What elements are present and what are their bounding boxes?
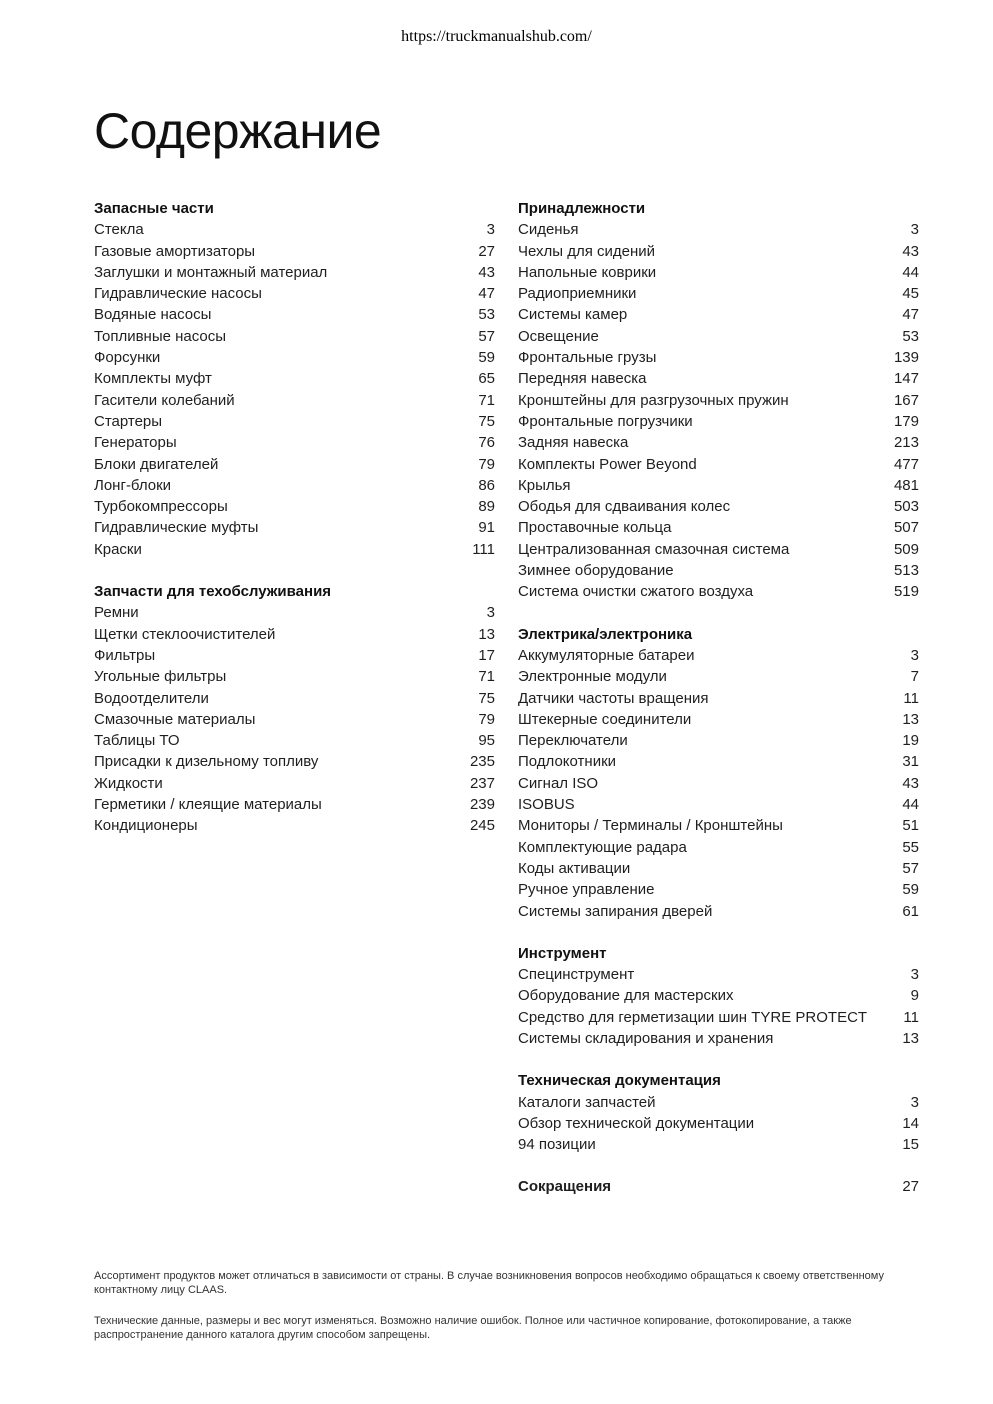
toc-entry-page: 237 (469, 774, 495, 792)
toc-entry-page: 17 (478, 646, 495, 664)
toc-entry-label: Кондиционеры (94, 817, 198, 835)
toc-entry[interactable] (518, 454, 919, 475)
toc-entry-label: Задняя навеска (518, 434, 629, 452)
toc-entry[interactable] (518, 262, 919, 283)
toc-entry-page: 3 (910, 221, 919, 239)
toc-entry-page: 507 (893, 519, 919, 537)
toc-entry-label: Фронтальные грузы (518, 349, 657, 367)
toc-entry-page: 139 (893, 349, 919, 367)
toc-entry-label: Обзор технической документации (518, 1114, 755, 1132)
toc-entry[interactable] (518, 560, 919, 581)
toc-entry[interactable] (94, 709, 495, 730)
toc-entry-label: Чехлы для сидений (518, 242, 656, 260)
toc-entry-page: 43 (478, 263, 495, 281)
toc-section-abbreviations[interactable] (518, 1176, 919, 1197)
footer-note-copyright: Технические данные, размеры и вес могут изменяться. Возможно наличие ошибок. Полное или частичное копирование, фотокопирование, а также распространение данного каталога другим способом запрещены. (94, 1315, 852, 1341)
section-title: Электрика/электроника (518, 625, 693, 643)
toc-entry-page: 59 (902, 881, 919, 899)
toc-entry-label: Системы камер (518, 306, 628, 324)
toc-entry[interactable] (94, 262, 495, 283)
toc-entry-label: Средство для герметизации шин TYRE PROTECT (518, 1008, 868, 1026)
toc-entry[interactable] (94, 454, 495, 475)
toc-entry-label: Крылья (518, 476, 571, 494)
toc-entry-page: 89 (478, 498, 495, 516)
toc-entry[interactable] (94, 241, 495, 262)
toc-entry[interactable] (518, 1007, 919, 1028)
toc-entry[interactable] (518, 1113, 919, 1134)
toc-entry-label: Ободья для сдваивания колес (518, 498, 731, 516)
toc-entry-label: Топливные насосы (94, 327, 227, 345)
toc-entry-page: 15 (902, 1136, 919, 1154)
toc-entry-label: Датчики частоты вращения (518, 689, 709, 707)
toc-entry-page: 47 (902, 306, 919, 324)
toc-entry-page: 53 (478, 306, 495, 324)
toc-entry[interactable] (94, 517, 495, 538)
toc-entry[interactable] (518, 368, 919, 389)
toc-entry-page: 235 (469, 753, 495, 771)
toc-entry[interactable] (94, 432, 495, 453)
toc-entry-label: Комплектующие радара (518, 838, 687, 856)
toc-entry-label: 94 позиции (518, 1136, 596, 1154)
toc-entry-page: 27 (902, 1178, 919, 1196)
toc-entry-page: 111 (472, 540, 495, 558)
toc-section-electrics (518, 624, 919, 922)
section-title: Техническая документация (518, 1072, 721, 1090)
toc-entry-label: Ремни (94, 604, 139, 622)
toc-entry-page: 477 (893, 455, 919, 473)
toc-entry-label: Системы складирования и хранения (518, 1029, 774, 1047)
toc-entry[interactable] (94, 645, 495, 666)
toc-entry[interactable] (518, 219, 919, 240)
toc-entry-label: Водоотделители (94, 689, 209, 707)
toc-section-spare-parts (94, 198, 495, 560)
toc-section-tools (518, 943, 919, 1049)
toc-entry-label: Проставочные кольца (518, 519, 672, 537)
toc-entry-label: Системы запирания дверей (518, 902, 713, 920)
toc-entry[interactable] (518, 666, 919, 687)
toc-entry-page: 79 (478, 455, 495, 473)
toc-entry[interactable] (518, 241, 919, 262)
toc-entry-label: Стекла (94, 221, 144, 239)
toc-entry[interactable] (518, 751, 919, 772)
toc-entry-label: Лонг-блоки (94, 476, 172, 494)
toc-entry-label: Оборудование для мастерских (518, 987, 734, 1005)
toc-entry-page: 55 (902, 838, 919, 856)
toc-entry-page: 43 (902, 242, 919, 260)
toc-entry-label: Водяные насосы (94, 306, 212, 324)
toc-entry-label: Сиденья (518, 221, 579, 239)
toc-entry-page: 13 (902, 710, 919, 728)
toc-entry[interactable] (518, 901, 919, 922)
toc-entry-page: 65 (478, 370, 495, 388)
toc-entry-label: Газовые амортизаторы (94, 242, 256, 260)
toc-entry-page: 3 (910, 1093, 919, 1111)
toc-entry-page: 57 (902, 859, 919, 877)
toc-entry-label: Герметики / клеящие материалы (94, 796, 322, 814)
toc-entry[interactable] (518, 879, 919, 900)
toc-entry[interactable] (94, 390, 495, 411)
page-title: Содержание (94, 103, 382, 159)
toc-entry-page: 213 (893, 434, 919, 452)
toc-entry[interactable] (518, 539, 919, 560)
toc-entry-page: 481 (893, 476, 919, 494)
toc-entry[interactable] (518, 709, 919, 730)
toc-entry-page: 519 (893, 583, 919, 601)
toc-entry-label: Электронные модули (518, 668, 667, 686)
toc-entry[interactable] (94, 539, 495, 560)
toc-entry[interactable] (94, 773, 495, 794)
toc-entry[interactable] (94, 815, 495, 836)
toc-entry-label: Передняя навеска (518, 370, 647, 388)
toc-entry[interactable] (94, 304, 495, 325)
toc-entry-label: Форсунки (94, 349, 161, 367)
toc-entry-page: 75 (478, 412, 495, 430)
toc-entry[interactable] (518, 581, 919, 602)
toc-entry[interactable] (94, 283, 495, 304)
toc-entry-page: 9 (910, 987, 919, 1005)
toc-entry[interactable] (518, 688, 919, 709)
toc-entry-page: 7 (910, 668, 919, 686)
toc-entry-label: Система очистки сжатого воздуха (518, 583, 754, 601)
toc-entry-page: 19 (902, 732, 919, 750)
toc-entry[interactable] (518, 837, 919, 858)
toc-entry[interactable] (94, 602, 495, 623)
section-title: Принадлежности (518, 200, 646, 217)
toc-entry[interactable] (518, 858, 919, 879)
toc-entry-label: Заглушки и монтажный материал (94, 263, 328, 281)
section-title: Запчасти для техобслуживания (94, 583, 332, 601)
toc-entry-label: Аккумуляторные батареи (518, 646, 695, 664)
toc-entry-page: 3 (910, 646, 919, 664)
toc-entry-label: Щетки стеклоочистителей (94, 625, 276, 643)
toc-entry-page: 509 (893, 540, 919, 558)
toc-entry[interactable] (518, 390, 919, 411)
toc-entry-label: Специнструмент (518, 966, 635, 984)
toc-entry-label: Фильтры (94, 646, 156, 664)
toc-entry-page: 47 (478, 285, 495, 303)
toc-entry-page: 43 (902, 774, 919, 792)
toc-entry[interactable] (94, 730, 495, 751)
toc-entry-page: 59 (478, 349, 495, 367)
toc-entry[interactable] (518, 496, 919, 517)
toc-entry[interactable] (518, 645, 919, 666)
toc-entry-label: Мониторы / Терминалы / Кронштейны (518, 817, 783, 835)
toc-entry[interactable] (518, 985, 919, 1006)
toc-entry-page: 13 (478, 625, 495, 643)
toc-entry-page: 147 (893, 370, 919, 388)
toc-entry-page: 45 (902, 285, 919, 303)
toc-entry-label: Коды активации (518, 859, 631, 877)
toc-entry-page: 79 (478, 710, 495, 728)
toc-entry-page: 179 (893, 412, 919, 430)
toc-entry[interactable] (94, 368, 495, 389)
toc-entry-label: Сокращения (518, 1178, 612, 1196)
toc-entry[interactable] (94, 794, 495, 815)
toc-column-left (94, 198, 495, 858)
toc-entry[interactable] (518, 283, 919, 304)
toc-entry-page: 167 (893, 391, 919, 409)
toc-entry-page: 76 (478, 434, 495, 452)
toc-entry-page: 44 (902, 796, 919, 814)
toc-entry-page: 61 (902, 902, 919, 920)
toc-entry[interactable] (518, 773, 919, 794)
toc-entry[interactable] (518, 475, 919, 496)
toc-entry-label: Комплекты муфт (94, 370, 212, 388)
toc-section-accessories (518, 198, 919, 603)
toc-entry-page: 86 (478, 476, 495, 494)
toc-entry[interactable] (518, 964, 919, 985)
toc-entry-label: Гидравлические насосы (94, 285, 262, 303)
toc-entry-label: Присадки к дизельному топливу (94, 753, 319, 771)
toc-entry-label: Угольные фильтры (94, 668, 227, 686)
toc-entry-label: Блоки двигателей (94, 455, 219, 473)
toc-entry[interactable] (518, 517, 919, 538)
toc-entry-page: 27 (478, 242, 495, 260)
toc-entry-page: 51 (902, 817, 919, 835)
toc-entry-page: 57 (478, 327, 495, 345)
toc-entry[interactable] (94, 751, 495, 772)
toc-entry-label: Радиоприемники (518, 285, 637, 303)
toc-entry[interactable] (94, 666, 495, 687)
toc-entry-page: 75 (478, 689, 495, 707)
toc-entry[interactable] (518, 411, 919, 432)
section-title: Инструмент (518, 944, 607, 962)
toc-entry[interactable] (518, 326, 919, 347)
toc-entry[interactable] (94, 219, 495, 240)
toc-entry[interactable] (94, 624, 495, 645)
toc-entry[interactable] (94, 496, 495, 517)
toc-entry-label: Гидравлические муфты (94, 519, 259, 537)
toc-entry-label: Каталоги запчастей (518, 1093, 656, 1111)
toc-section-maintenance-parts (94, 581, 495, 837)
toc-entry-label: Централизованная смазочная система (518, 540, 790, 558)
toc-entry[interactable] (94, 347, 495, 368)
toc-entry-page: 239 (469, 796, 495, 814)
toc-entry-label: Стартеры (94, 412, 163, 430)
toc-section-tech-docs (518, 1070, 919, 1155)
toc-entry-label: Зимнее оборудование (518, 562, 674, 580)
footer-note-assortment: Ассортимент продуктов может отличаться в зависимости от страны. В случае возникновения вопросов необходимо обращаться к своему ответственному контактному лицу CLAAS. (94, 1270, 884, 1296)
toc-entry-page: 11 (903, 689, 919, 707)
toc-entry-label: Гасители колебаний (94, 391, 235, 409)
toc-entry-label: Подлокотники (518, 753, 617, 771)
toc-entry-label: Смазочные материалы (94, 710, 256, 728)
toc-entry-page: 503 (893, 498, 919, 516)
toc-entry-page: 31 (902, 753, 919, 771)
toc-entry-label: ISOBUS (518, 796, 575, 814)
toc-entry-page: 3 (486, 604, 495, 622)
toc-entry-page: 71 (478, 668, 495, 686)
toc-entry-page: 3 (486, 221, 495, 239)
toc-entry[interactable] (518, 730, 919, 751)
toc-entry-label: Жидкости (94, 774, 163, 792)
toc-entry[interactable] (94, 411, 495, 432)
toc-entry[interactable] (518, 815, 919, 836)
toc-column-right (518, 198, 919, 1219)
toc-entry[interactable] (518, 794, 919, 815)
toc-entry-page: 245 (469, 817, 495, 835)
source-url[interactable]: https://truckmanualshub.com/ (401, 28, 592, 45)
toc-entry-label: Сигнал ISO (518, 774, 599, 792)
toc-entry[interactable] (94, 326, 495, 347)
toc-entry-label: Краски (94, 540, 142, 558)
toc-entry-label: Фронтальные погрузчики (518, 412, 693, 430)
toc-entry-label: Турбокомпрессоры (94, 498, 228, 516)
toc-entry-label: Штекерные соединители (518, 710, 692, 728)
toc-entry-label: Переключатели (518, 732, 628, 750)
toc-entry[interactable] (518, 1028, 919, 1049)
toc-entry-page: 3 (910, 966, 919, 984)
toc-entry-label: Генераторы (94, 434, 177, 452)
toc-entry[interactable] (94, 688, 495, 709)
toc-entry[interactable] (518, 1092, 919, 1113)
toc-entry[interactable] (518, 432, 919, 453)
toc-entry[interactable] (518, 347, 919, 368)
toc-entry-page: 44 (902, 263, 919, 281)
toc-entry-page: 71 (478, 391, 495, 409)
toc-entry-page: 13 (902, 1029, 919, 1047)
section-title: Запасные части (94, 200, 214, 217)
toc-entry-page: 11 (903, 1008, 919, 1026)
toc-entry-label: Ручное управление (518, 881, 655, 899)
toc-entry-label: Комплекты Power Beyond (518, 455, 697, 473)
toc-entry-label: Напольные коврики (518, 263, 657, 281)
toc-entry[interactable] (94, 475, 495, 496)
toc-entry[interactable] (518, 1134, 919, 1155)
toc-entry-page: 14 (902, 1114, 919, 1132)
toc-entry-label: Кронштейны для разгрузочных пружин (518, 391, 789, 409)
toc-entry-page: 53 (902, 327, 919, 345)
toc-entry[interactable] (518, 304, 919, 325)
toc-entry-page: 513 (893, 562, 919, 580)
toc-entry-label: Освещение (518, 327, 599, 345)
toc-entry-label: Таблицы ТО (94, 732, 180, 750)
toc-entry-page: 95 (478, 732, 495, 750)
toc-entry-page: 91 (478, 519, 495, 537)
